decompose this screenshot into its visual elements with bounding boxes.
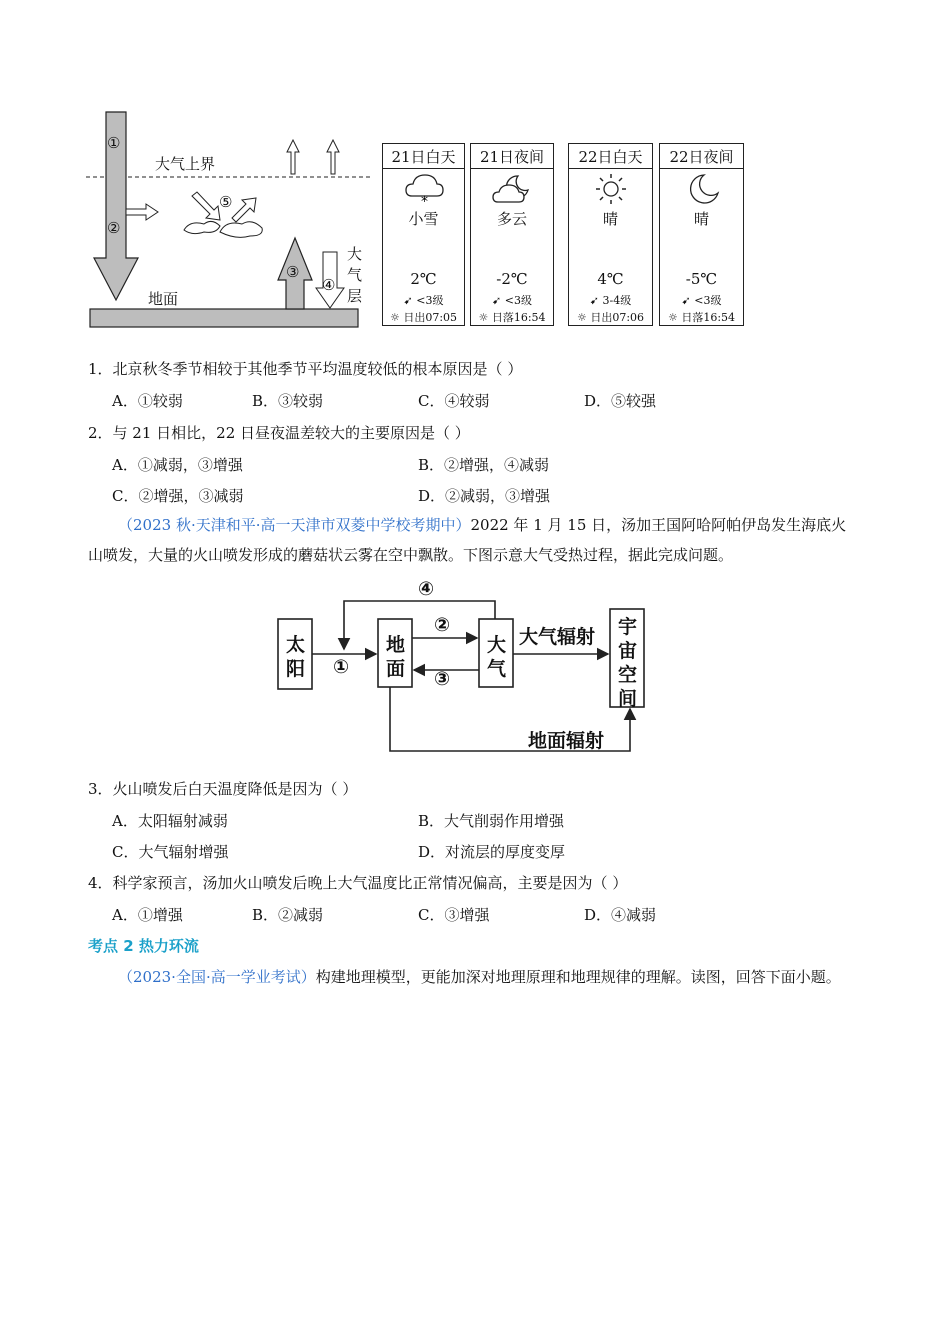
label-4: ④ [322, 276, 336, 294]
weather-card-21-night [470, 143, 554, 326]
ground-box-label-1: 地 [386, 634, 406, 656]
space-box-label-1: 宇 [618, 616, 638, 638]
sun-box-label-2: 阳 [286, 658, 306, 680]
weather-wind: ➹ 3-4级 [589, 294, 632, 307]
weather-card-22-night [659, 143, 744, 326]
q1-option-b[interactable]: B．③较弱 [252, 392, 324, 410]
weather-desc: 晴 [602, 210, 618, 228]
q1-option-c[interactable]: C．④较弱 [418, 392, 490, 410]
weather-desc: 晴 [693, 210, 709, 228]
weather-desc: 小雪 [408, 210, 439, 228]
weather-sun: ☼ 日落16:54 [478, 311, 546, 324]
ground-radiation-label: 地面辐射 [528, 730, 605, 752]
weather-wind: ➹ <3级 [403, 294, 444, 307]
sun-icon [591, 172, 631, 206]
fig2-label-1: ① [333, 656, 350, 678]
radiation-diagram [86, 108, 376, 330]
q4-option-d[interactable]: D．④减弱 [584, 906, 657, 924]
atm-radiation-label: 大气辐射 [519, 626, 596, 648]
upper-atmosphere-label: 大气上界 [155, 155, 216, 173]
q2-option-d[interactable]: D．②减弱，③增强 [418, 487, 551, 505]
weather-card-22-day [568, 143, 653, 326]
weather-temp: 2℃ [410, 270, 437, 288]
weather-temp: 4℃ [597, 270, 624, 288]
atmosphere-label-3: 层 [347, 287, 363, 305]
passage-2-text: 构建地理模型，更能加深对地理原理和地理规律的理解。读图，回答下面小题。 [315, 968, 841, 986]
q4-option-b[interactable]: B．②减弱 [252, 906, 324, 924]
svg-text:*: * [420, 194, 428, 206]
snow-cloud-icon [404, 172, 444, 206]
heating-process-diagram [270, 575, 670, 760]
label-2: ② [107, 219, 121, 237]
weather-temp: -2℃ [496, 270, 528, 288]
weather-card-21-day [382, 143, 465, 326]
weather-temp: -5℃ [685, 270, 718, 288]
q2-option-a[interactable]: A．①减弱，③增强 [112, 456, 243, 474]
q1-option-a[interactable]: A．①较弱 [112, 392, 183, 410]
q1-option-d[interactable]: D．⑤较强 [584, 392, 657, 410]
atm-box-label-1: 大 [487, 634, 507, 656]
weather-wind: ➹ <3级 [681, 294, 722, 307]
moon-cloud-icon [492, 172, 532, 206]
moon-icon [682, 172, 722, 206]
q4-option-a[interactable]: A．①增强 [112, 906, 183, 924]
weather-title: 21日白天 [391, 148, 456, 166]
label-1: ① [107, 134, 121, 152]
atmosphere-label-2: 气 [347, 266, 363, 284]
label-5: ⑤ [219, 193, 233, 211]
weather-desc: 多云 [496, 210, 527, 228]
atmosphere-label-1: 大 [347, 245, 363, 263]
space-box-label-2: 宙 [618, 640, 638, 662]
weather-sun: ☼ 日落16:54 [667, 311, 736, 324]
q3-option-b[interactable]: B．大气削弱作用增强 [418, 812, 565, 830]
fig2-label-4: ④ [418, 578, 435, 600]
question-2-stem: 2．与 21 日相比，22 日昼夜温差较大的主要原因是（ ） [88, 424, 470, 442]
fig2-label-2: ② [434, 614, 451, 636]
weather-title: 21日夜间 [479, 148, 545, 166]
weather-sun: ☼ 日出07:06 [576, 311, 645, 324]
passage-1 [88, 510, 858, 570]
weather-wind: ➹ <3级 [492, 294, 532, 307]
ground-box-label-2: 面 [386, 658, 406, 680]
space-box-label-4: 间 [618, 688, 638, 710]
label-3: ③ [286, 263, 300, 281]
atm-box-label-2: 气 [487, 658, 507, 680]
fig2-label-3: ③ [434, 668, 451, 690]
q3-option-a[interactable]: A．太阳辐射减弱 [112, 812, 228, 830]
weather-title: 22日白天 [578, 148, 643, 166]
weather-sun: ☼ 日出07:05 [389, 311, 458, 324]
ground-label: 地面 [148, 290, 179, 308]
question-1-stem: 1．北京秋冬季节相较于其他季节平均温度较低的根本原因是（ ） [88, 360, 523, 378]
passage-2-source: （2023·全国·高一学业考试） [118, 968, 316, 986]
question-3-stem: 3．火山喷发后白天温度降低是因为（ ） [88, 780, 358, 798]
q3-option-c[interactable]: C．大气辐射增强 [112, 843, 229, 861]
section-heading: 考点 2 热力环流 [88, 937, 199, 955]
q2-option-b[interactable]: B．②增强，④减弱 [418, 456, 550, 474]
weather-title: 22日夜间 [669, 148, 734, 166]
question-4-stem: 4．科学家预言，汤加火山喷发后晚上大气温度比正常情况偏高，主要是因为（ ） [88, 874, 628, 892]
q4-option-c[interactable]: C．③增强 [418, 906, 490, 924]
passage-1-text: 2022 年 1 月 15 日，汤加王国阿哈阿帕伊岛发生海底火山喷发，大量的火山喷发形成的蘑菇状云雾在空中飘散。下图示意大气受热过程，据此完成问题。 [88, 516, 847, 564]
q2-option-c[interactable]: C．②增强，③减弱 [112, 487, 244, 505]
q3-option-d[interactable]: D．对流层的厚度变厚 [418, 843, 566, 861]
passage-1-source: （2023 秋·天津和平·高一天津市双菱中学校考期中） [118, 516, 471, 534]
space-box-label-3: 空 [618, 664, 638, 686]
passage-2 [88, 962, 858, 992]
sun-box-label-1: 太 [286, 634, 306, 656]
